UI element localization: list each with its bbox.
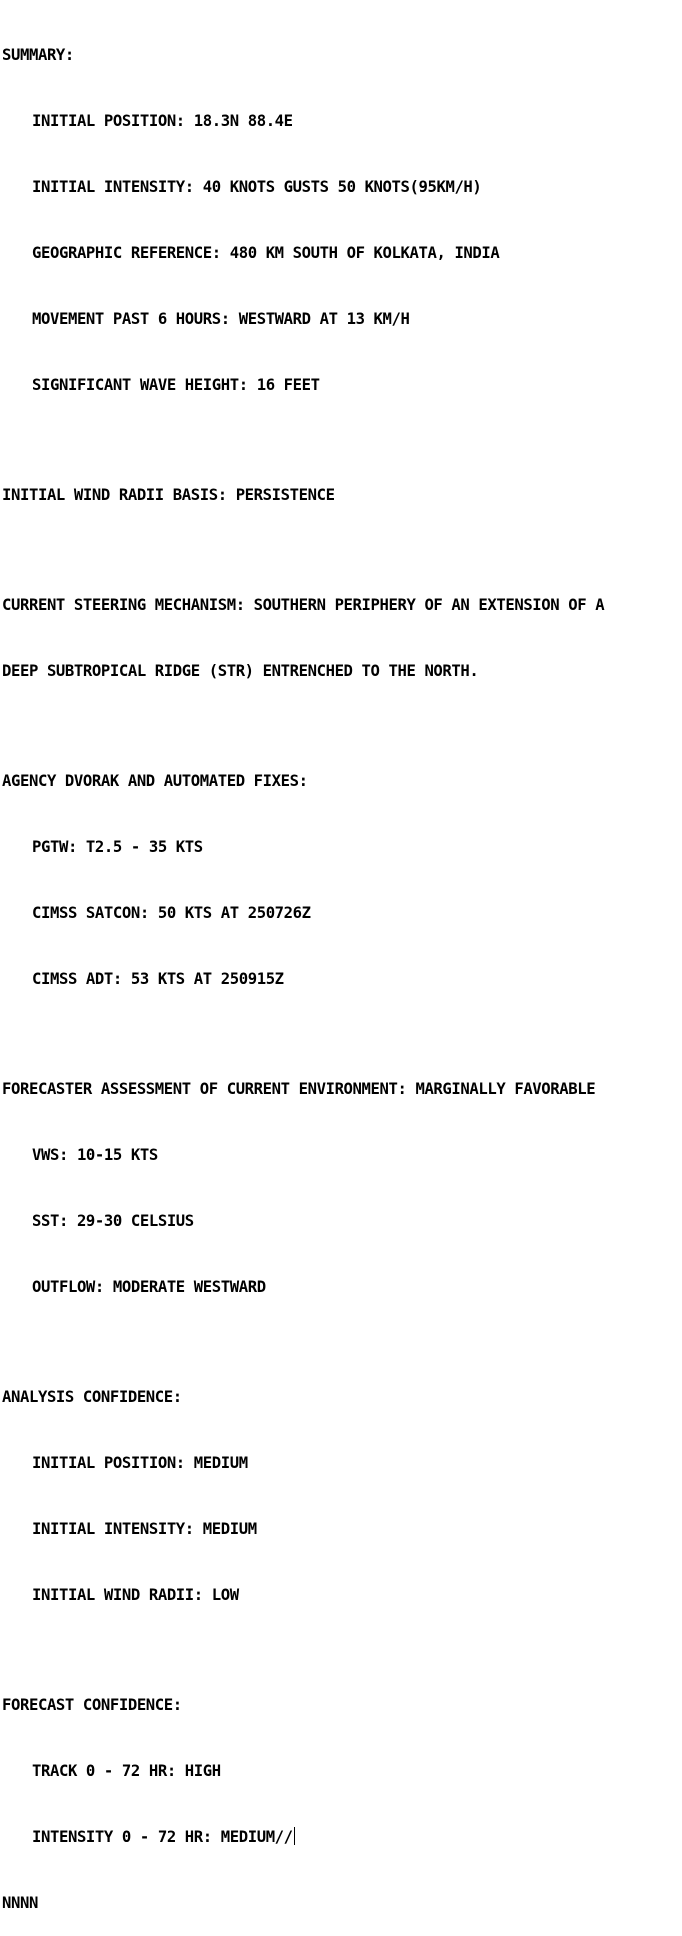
forecast-confidence-item: INTENSITY 0 - 72 HR: MEDIUM// xyxy=(32,1828,293,1846)
forecast-confidence-item-with-cursor xyxy=(2,1826,680,1848)
fix-item: PGTW: T2.5 - 35 KTS xyxy=(32,838,203,856)
steering-line-1: CURRENT STEERING MECHANISM: SOUTHERN PERIPHERY OF AN EXTENSION OF A xyxy=(2,596,605,614)
fix-item: CIMSS ADT: 53 KTS AT 250915Z xyxy=(32,970,284,988)
end-marker: NNNN xyxy=(2,1894,38,1912)
forecast-confidence-heading: FORECAST CONFIDENCE: xyxy=(2,1696,182,1714)
forecast-confidence-item: TRACK 0 - 72 HR: HIGH xyxy=(32,1762,221,1780)
environment-item: VWS: 10-15 KTS xyxy=(32,1146,158,1164)
geographic-reference-line: GEOGRAPHIC REFERENCE: 480 KM SOUTH OF KOLKATA, INDIA xyxy=(32,244,500,262)
steering-line-2: DEEP SUBTROPICAL RIDGE (STR) ENTRENCHED TO THE NORTH. xyxy=(2,662,479,680)
initial-intensity-line: INITIAL INTENSITY: 40 KNOTS GUSTS 50 KNOTS(95KM/H) xyxy=(32,178,482,196)
analysis-confidence-item: INITIAL WIND RADII: LOW xyxy=(32,1586,239,1604)
analysis-confidence-item: INITIAL POSITION: MEDIUM xyxy=(32,1454,248,1472)
text-cursor xyxy=(294,1827,295,1845)
wave-height-line: SIGNIFICANT WAVE HEIGHT: 16 FEET xyxy=(32,376,320,394)
fixes-heading: AGENCY DVORAK AND AUTOMATED FIXES: xyxy=(2,772,308,790)
analysis-confidence-heading: ANALYSIS CONFIDENCE: xyxy=(2,1388,182,1406)
text-document[interactable] xyxy=(2,0,680,1936)
fix-item: CIMSS SATCON: 50 KTS AT 250726Z xyxy=(32,904,311,922)
summary-heading: SUMMARY: xyxy=(2,46,74,64)
analysis-confidence-item: INITIAL INTENSITY: MEDIUM xyxy=(32,1520,257,1538)
wind-radii-basis-line: INITIAL WIND RADII BASIS: PERSISTENCE xyxy=(2,486,335,504)
environment-item: SST: 29-30 CELSIUS xyxy=(32,1212,194,1230)
environment-item: OUTFLOW: MODERATE WESTWARD xyxy=(32,1278,266,1296)
movement-line: MOVEMENT PAST 6 HOURS: WESTWARD AT 13 KM/H xyxy=(32,310,410,328)
environment-heading: FORECASTER ASSESSMENT OF CURRENT ENVIRONMENT: MARGINALLY FAVORABLE xyxy=(2,1080,596,1098)
initial-position-line: INITIAL POSITION: 18.3N 88.4E xyxy=(32,112,293,130)
